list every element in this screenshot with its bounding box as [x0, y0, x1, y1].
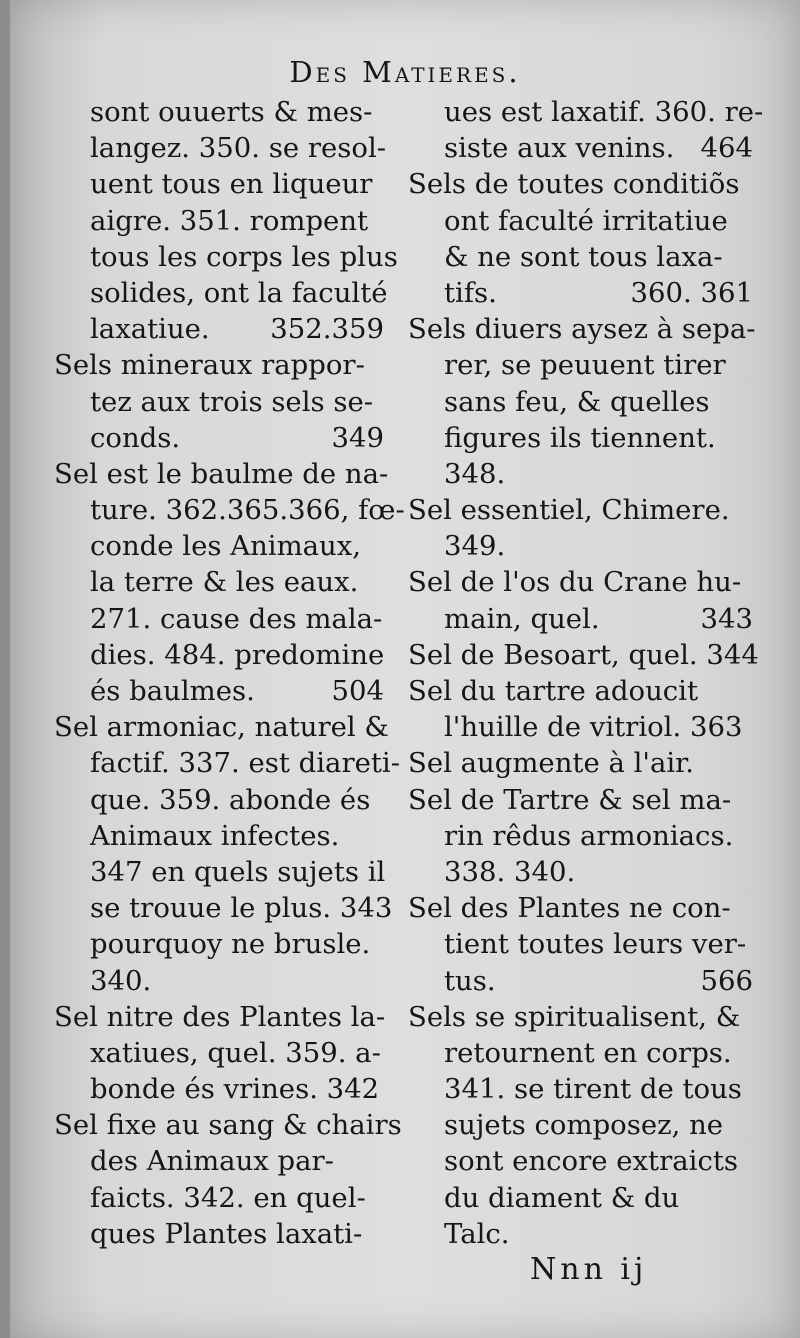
index-text: rin rêdus armoniacs. — [444, 819, 734, 852]
index-text: tient toutes leurs ver- — [444, 928, 747, 961]
index-line — [408, 492, 753, 528]
index-text: du diament & du — [444, 1181, 680, 1214]
index-text: se trouue le plus. 343 — [90, 892, 393, 925]
index-line — [54, 275, 388, 311]
index-text: ues est laxatif. 360. re- — [444, 96, 764, 128]
index-text: pourquoy ne brusle. — [90, 928, 371, 961]
index-text: solides, ont la faculté — [90, 276, 388, 309]
index-line — [408, 709, 753, 745]
index-text: Sel de Tartre & sel ma- — [408, 783, 732, 816]
page-reference: 349 — [331, 421, 384, 454]
index-line — [54, 637, 384, 673]
index-text: 340. — [90, 964, 152, 997]
index-line — [54, 564, 384, 600]
index-text: Sels se spiritualisent, & — [408, 1000, 741, 1033]
index-line — [408, 420, 753, 456]
index-text: 271. cause des mala- — [90, 602, 383, 635]
index-line — [408, 1035, 753, 1071]
index-line — [408, 311, 756, 347]
index-line — [408, 130, 753, 166]
index-text: des Animaux par- — [90, 1145, 334, 1178]
index-text: Sel est le baulme de na- — [54, 457, 389, 490]
index-line — [408, 347, 753, 383]
index-line — [408, 601, 753, 637]
index-text: main, quel. — [444, 602, 600, 635]
index-text: retournent en corps. — [444, 1036, 732, 1069]
index-line — [54, 347, 384, 383]
index-text: Sel du tartre adoucit — [408, 675, 699, 707]
index-line — [408, 999, 753, 1035]
index-line — [54, 1107, 402, 1143]
index-line — [408, 673, 753, 709]
index-text: rer, se peuuent tirer — [444, 349, 726, 382]
index-line — [408, 384, 753, 420]
index-line — [54, 963, 384, 999]
index-text: l'huille de vitriol. 363 — [444, 711, 743, 744]
index-line — [54, 999, 384, 1035]
page-reference: 352.359 — [270, 313, 384, 346]
index-line — [54, 854, 384, 890]
index-line — [54, 311, 384, 347]
signature-mark: Nnn ij — [530, 1252, 648, 1287]
index-line — [54, 130, 387, 166]
index-text: factif. 337. est diareti- — [90, 747, 401, 780]
index-line — [54, 239, 398, 275]
index-text: figures ils tiennent. — [444, 421, 716, 454]
index-text: xatiues, quel. 359. a- — [90, 1036, 381, 1069]
index-line — [408, 818, 753, 854]
index-line — [408, 854, 753, 890]
index-text: siste aux venins. — [444, 132, 675, 165]
index-line — [54, 1180, 384, 1216]
index-text: laxatiue. — [90, 313, 210, 346]
index-line — [54, 818, 384, 854]
index-text: que. 359. abonde és — [90, 783, 371, 816]
index-line — [54, 1035, 384, 1071]
index-line — [408, 166, 753, 202]
index-text: Animaux infectes. — [90, 819, 340, 852]
index-text: Talc. — [444, 1217, 510, 1250]
index-line — [408, 528, 753, 564]
index-line — [54, 492, 405, 528]
index-line — [408, 926, 753, 962]
index-line — [54, 528, 384, 564]
index-text: Sels mineraux rappor- — [54, 349, 365, 382]
index-line — [54, 420, 384, 456]
index-line — [54, 890, 393, 926]
index-text: Sel fixe au sang & chairs — [54, 1109, 402, 1142]
index-line — [408, 275, 753, 311]
index-line — [408, 94, 764, 130]
index-line — [54, 745, 401, 781]
index-text: sans feu, & quelles — [444, 385, 710, 418]
index-line — [408, 1107, 753, 1143]
index-text: 338. 340. — [444, 855, 576, 888]
index-text: ture. 362.365.366, fœ- — [90, 494, 405, 527]
index-text: uent tous en liqueur — [90, 168, 373, 201]
left-column — [54, 94, 405, 1252]
index-text: faicts. 342. en quel- — [90, 1181, 366, 1214]
index-line — [54, 673, 384, 709]
index-text: dies. 484. predomine — [90, 638, 385, 671]
index-line — [408, 1143, 753, 1179]
index-text: Sel nitre des Plantes la- — [54, 1000, 386, 1033]
index-line — [54, 926, 384, 962]
page-reference: 566 — [700, 964, 753, 997]
index-line — [408, 1180, 753, 1216]
index-line — [408, 203, 753, 239]
index-text: Sel essentiel, Chimere. — [408, 494, 730, 527]
running-head: Des Matieres. — [289, 55, 521, 89]
index-text: sujets composez, ne — [444, 1109, 724, 1142]
index-line — [408, 963, 753, 999]
index-text: tifs. — [444, 276, 497, 309]
index-line — [408, 890, 753, 926]
index-line — [54, 601, 384, 637]
index-line — [408, 1071, 753, 1107]
index-text: Sel de l'os du Crane hu- — [408, 566, 742, 599]
page-reference: 504 — [331, 675, 384, 707]
index-text: la terre & les eaux. — [90, 566, 359, 599]
index-line — [408, 745, 753, 781]
index-text: ques Plantes laxati- — [90, 1217, 363, 1250]
index-text: Sel des Plantes ne con- — [408, 892, 731, 925]
index-text: Sels de toutes conditiõs — [408, 168, 740, 201]
index-text: Sel de Besoart, quel. 344 — [408, 638, 759, 671]
index-line — [408, 1216, 753, 1252]
index-text: bonde és vrines. 342 — [90, 1073, 380, 1106]
index-text: 349. — [444, 530, 506, 563]
index-line — [54, 456, 389, 492]
index-line — [54, 94, 384, 130]
index-line — [54, 166, 384, 202]
index-text: langez. 350. se resol- — [90, 132, 387, 165]
index-text: & ne sont tous laxa- — [444, 240, 723, 273]
index-text: tous les corps les plus — [90, 240, 398, 273]
index-line — [54, 782, 384, 818]
index-text: 348. — [444, 457, 506, 490]
index-line — [408, 637, 759, 673]
index-line — [408, 564, 753, 600]
index-text: tez aux trois sels se- — [90, 385, 374, 418]
index-text: 347 en quels sujets il — [90, 855, 386, 888]
index-text: Sels diuers aysez à sepa- — [408, 313, 756, 346]
index-line — [54, 1143, 384, 1179]
page-reference: 464 — [700, 132, 753, 165]
index-text: 341. se tirent de tous — [444, 1073, 742, 1106]
index-text: Sel armoniac, naturel & — [54, 711, 389, 744]
index-line — [408, 782, 753, 818]
index-text: conds. — [90, 421, 181, 454]
index-text: ont faculté irritatiue — [444, 204, 728, 237]
index-text: és baulmes. — [90, 675, 255, 707]
index-text: Sel augmente à l'air. — [408, 747, 695, 780]
index-line — [54, 709, 389, 745]
index-line — [54, 1216, 384, 1252]
index-line — [408, 239, 753, 275]
index-line — [54, 203, 384, 239]
index-text: tus. — [444, 964, 496, 997]
book-page — [10, 0, 800, 1338]
page-reference: 360. 361 — [630, 276, 753, 309]
index-line — [54, 384, 384, 420]
index-line — [54, 1071, 384, 1107]
index-text: sont encore extraicts — [444, 1145, 739, 1178]
index-text: aigre. 351. rompent — [90, 204, 369, 237]
index-text: sont ouuerts & mes- — [90, 96, 373, 128]
right-column — [408, 94, 764, 1252]
index-line — [408, 456, 753, 492]
page-reference: 343 — [700, 602, 753, 635]
index-text: conde les Animaux, — [90, 530, 362, 563]
